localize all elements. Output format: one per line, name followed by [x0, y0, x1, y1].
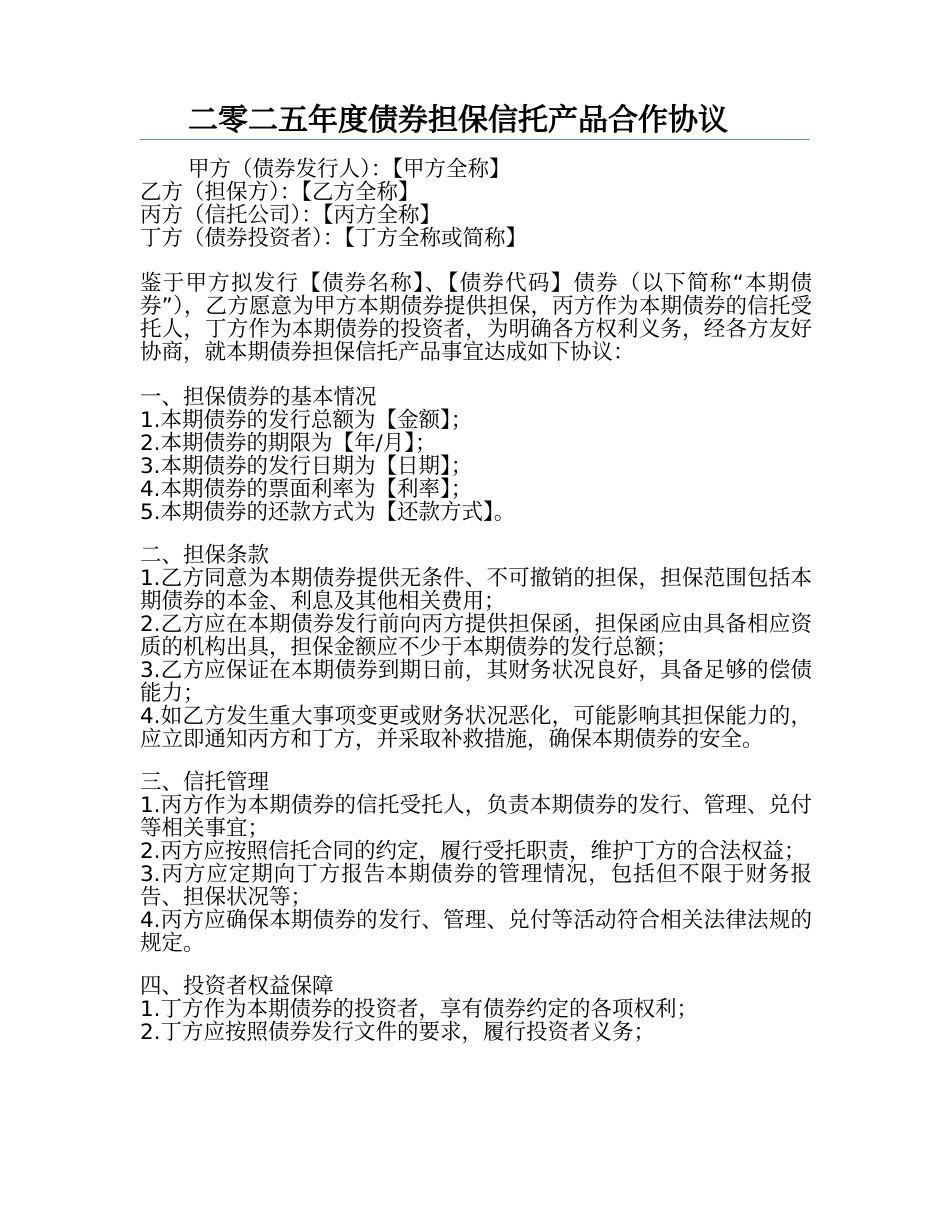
list-item: 2.乙方应在本期债券发行前向丙方提供担保函，担保函应由具备相应资质的机构出具，担保金额应不少于本期债券的发行总额； [140, 612, 812, 660]
list-item: 1.乙方同意为本期债券提供无条件、不可撤销的担保，担保范围包括本期债券的本金、利息及其他相关费用； [140, 566, 812, 614]
list-item: 1.丙方作为本期债券的信托受托人，负责本期债券的发行、管理、兑付等相关事宜； [140, 793, 812, 841]
spacer [140, 250, 812, 272]
title-underline [140, 139, 810, 140]
list-item: 1.丁方作为本期债券的投资者，享有债券约定的各项权利； [140, 997, 699, 1022]
party-b: 乙方（担保方）：【乙方全称】 [140, 180, 420, 205]
section-heading: 四、投资者权益保障 [140, 974, 334, 999]
list-item: 3.本期债券的发行日期为【日期】； [140, 454, 473, 479]
section-heading: 一、担保债券的基本情况 [140, 385, 377, 410]
spacer [140, 524, 812, 544]
party-d: 丁方（债券投资者）：【丁方全称或简称】 [140, 226, 528, 251]
document-title: 二零二五年度债券担保信托产品合作协议 [188, 103, 728, 138]
preamble-paragraph: 鉴于甲方拟发行【债券名称】、【债券代码】债券（以下简称“本期债券”），乙方愿意为甲方本期债券提供担保，丙方作为本期债券的信托受托人，丁方作为本期债券的投资者，为明确各方权利义务，经各方友好协商，就本期债券担保信托产品事宜达成如下协议： [140, 271, 812, 365]
spacer [140, 364, 812, 386]
party-a: 甲方（债券发行人）：【甲方全称】 [188, 157, 511, 182]
list-item: 4.如乙方发生重大事项变更或财务状况恶化，可能影响其担保能力的，应立即通知丙方和丁方，并采取补救措施，确保本期债券的安全。 [140, 704, 812, 752]
party-c: 丙方（信托公司）：【丙方全称】 [140, 203, 442, 228]
title-block [140, 104, 810, 140]
section-heading: 三、信托管理 [140, 770, 270, 795]
list-item: 3.乙方应保证在本期债券到期日前，其财务状况良好，具备足够的偿债能力； [140, 658, 812, 706]
spacer [140, 751, 812, 771]
list-item: 2.丙方应按照信托合同的约定，履行受托职责，维护丁方的合法权益； [140, 839, 806, 864]
list-item: 2.丁方应按照债券发行文件的要求，履行投资者义务； [140, 1020, 656, 1045]
section-heading: 二、担保条款 [140, 543, 270, 568]
list-item: 3.丙方应定期向丁方报告本期债券的管理情况，包括但不限于财务报告、担保状况等； [140, 862, 812, 910]
list-item: 1.本期债券的发行总额为【金额】； [140, 408, 473, 433]
spacer [140, 955, 812, 975]
list-item: 4.本期债券的票面利率为【利率】； [140, 477, 473, 502]
list-item: 4.丙方应确保本期债券的发行、管理、兑付等活动符合相关法律法规的规定。 [140, 908, 812, 956]
document-body [140, 158, 812, 1044]
list-item: 2.本期债券的期限为【年/月】； [140, 431, 437, 456]
list-item: 5.本期债券的还款方式为【还款方式】。 [140, 500, 516, 525]
